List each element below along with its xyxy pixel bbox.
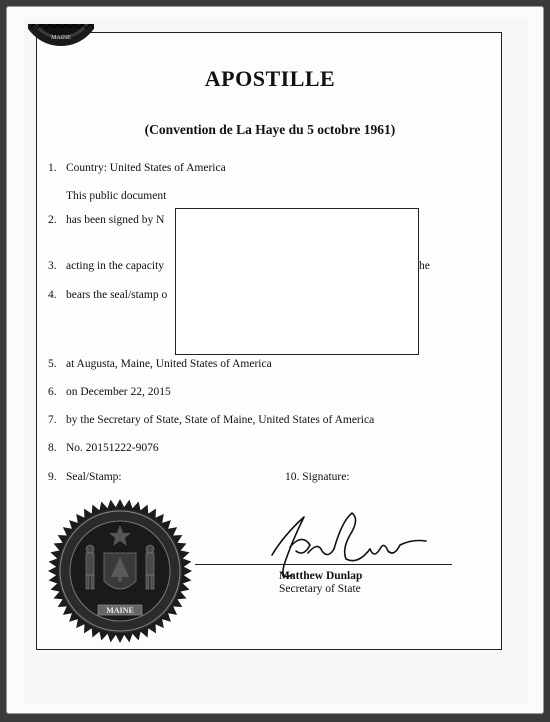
page-title: APOSTILLE xyxy=(204,66,336,91)
top-seal-label: MAINE xyxy=(51,35,71,41)
signer-name: Matthew Dunlap xyxy=(279,570,363,582)
top-seal-icon xyxy=(28,24,94,48)
item-3-tail: he xyxy=(419,260,430,272)
seal-label: MAINE xyxy=(106,606,134,615)
maine-seal-icon xyxy=(46,497,194,645)
signature-label: 10. Signature: xyxy=(285,471,350,483)
signature-line xyxy=(195,564,452,565)
signer-title: Secretary of State xyxy=(279,583,361,595)
redaction-box xyxy=(175,208,419,355)
page-subtitle: (Convention de La Haye du 5 octobre 1961) xyxy=(144,122,396,137)
